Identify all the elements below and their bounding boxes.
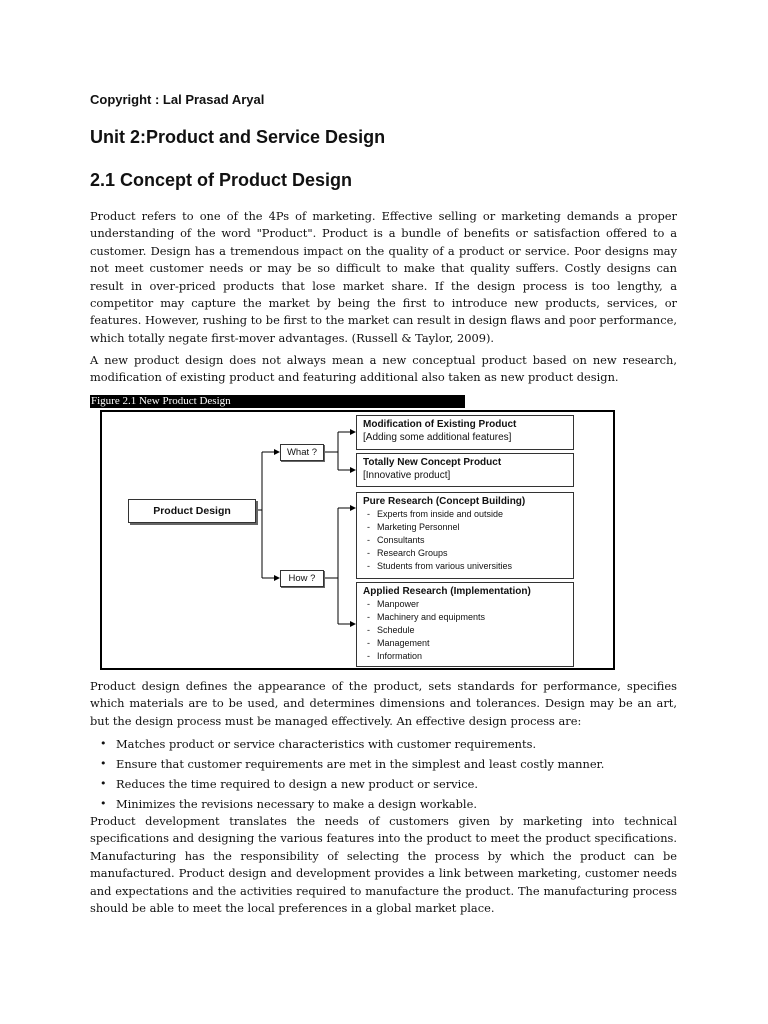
applied-research-title: Applied Research (Implementation) xyxy=(363,586,531,597)
modification-node xyxy=(356,415,574,450)
pure-research-list xyxy=(363,508,567,573)
paragraph-design-definition: Product design defines the appearance of the product, sets standards for performance, specifies which materials are to be used, and determines dimensions and tolerances. Design may be an art, but the design process must be managed effectively. An effective design process are: xyxy=(90,679,677,728)
product-design-diagram xyxy=(100,410,615,670)
bullet-item: • Minimizes the revisions necessary to make a design workable. xyxy=(90,794,677,814)
root-node-product-design: Product Design xyxy=(128,499,256,523)
what-node: What ? xyxy=(280,444,324,461)
how-node: How ? xyxy=(280,570,324,587)
unit-title: Unit 2:Product and Service Design xyxy=(90,127,386,147)
modification-subtitle: [Adding some additional features] xyxy=(363,432,512,443)
list-item: - Machinery and equipments xyxy=(367,612,486,622)
bullet-icon: • xyxy=(100,777,107,790)
bullet-icon: • xyxy=(100,757,107,770)
list-item: - Experts from inside and outside xyxy=(367,509,504,519)
applied-research-list xyxy=(363,598,567,663)
design-process-bullets xyxy=(90,734,677,814)
paragraph-product-development: Product development translates the needs of customers given by marketing into technical specifications and designing the various features into the product to meet the product specifications. Manufacturing has the responsibility of selecting the process by which the product can be manufactured. Product design and development provides a link between marketing, customer needs and expectations and the activities required to manufacture the product. The manufacturing process should be able to meet the local preferences in a global market place. xyxy=(90,814,677,916)
bullet-item: • Reduces the time required to design a new product or service. xyxy=(90,774,677,794)
totally-new-title: Totally New Concept Product xyxy=(363,457,502,468)
figure-caption: Figure 2.1 New Product Design xyxy=(90,395,465,408)
applied-research-node xyxy=(356,582,574,667)
paragraph-product-intro: Product refers to one of the 4Ps of marketing. Effective selling or marketing demands a proper understanding of the word "Product". Product is a bundle of benefits or satisfaction offered to a customer. Design has a tremendous impact on the quality of a product or service. Poor designs may not meet customer needs or may be so difficult to make that quality suffers. Costly designs can result in over-priced products that lose market share. If the design process is too lengthy, a competitor may capture the market by being the first to introduce new products, services, or features. However, rushing to be first to the market can result in design flaws and poor performance, which totally negate first-mover advantages. (Russell & Taylor, 2009). xyxy=(90,209,677,345)
list-item: - Students from various universities xyxy=(367,561,513,571)
list-item: - Manpower xyxy=(367,599,420,609)
totally-new-node xyxy=(356,453,574,487)
list-item: - Management xyxy=(367,638,430,648)
list-item: - Schedule xyxy=(367,625,415,635)
bullet-item: • Ensure that customer requirements are met in the simplest and least costly manner. xyxy=(90,754,677,774)
list-item: - Research Groups xyxy=(367,548,448,558)
modification-title: Modification of Existing Product xyxy=(363,419,517,430)
list-item: - Information xyxy=(367,651,423,661)
pure-research-title: Pure Research (Concept Building) xyxy=(363,496,526,507)
copyright-line: Copyright : Lal Prasad Aryal xyxy=(90,92,265,107)
bullet-item: • Matches product or service characteristics with customer requirements. xyxy=(90,734,677,754)
totally-new-subtitle: [Innovative product] xyxy=(363,470,451,481)
list-item: - Consultants xyxy=(367,535,425,545)
pure-research-node xyxy=(356,492,574,579)
bullet-icon: • xyxy=(100,797,107,810)
paragraph-new-design: A new product design does not always mean a new conceptual product based on new research, modification of existing product and featuring additional also taken as new product design. xyxy=(90,353,677,385)
bullet-icon: • xyxy=(100,737,107,750)
section-title: 2.1 Concept of Product Design xyxy=(90,170,353,190)
list-item: - Marketing Personnel xyxy=(367,522,460,532)
